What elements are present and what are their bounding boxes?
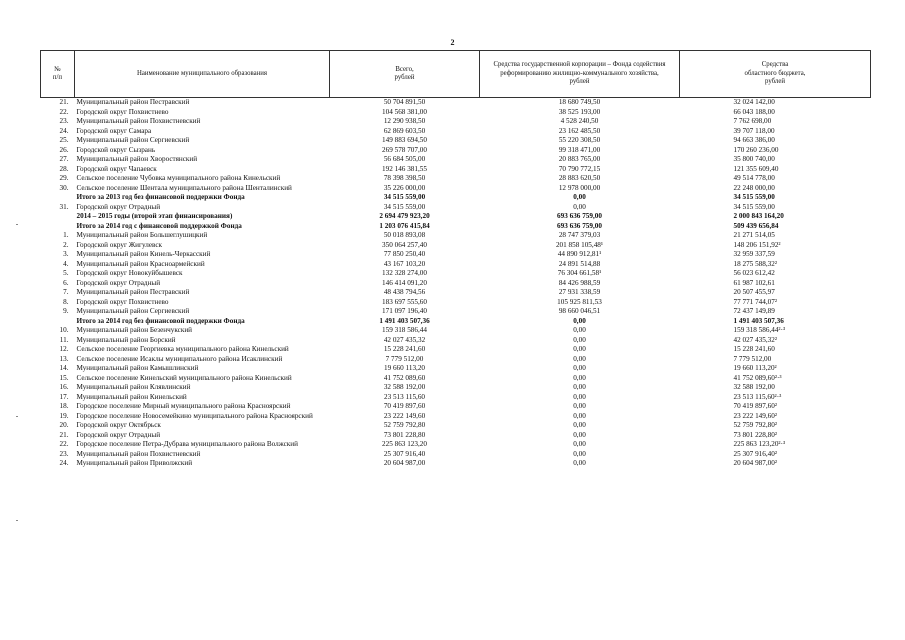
municipality-name: Городской округ Октябрьск [76, 421, 161, 429]
row-number: 10. [59, 326, 69, 334]
municipality-name: Городской округ Самара [76, 126, 152, 135]
regional-budget-amount: 70 419 897,60² [733, 402, 777, 410]
regional-budget-amount: 56 023 612,42 [733, 269, 775, 277]
municipality-name: Муниципальный район Кинель-Черкасский [76, 250, 211, 258]
fund-amount: 84 426 988,59 [558, 278, 601, 287]
fund-amount: 24 891 514,88 [558, 259, 601, 268]
municipality-name: Сельское поселение Шентала муниципального района Шенталинский [76, 183, 292, 192]
municipality-name: Муниципальный район Похвистневский [76, 449, 201, 458]
margin-mark [16, 224, 18, 225]
municipality-name: Муниципальный район Борский [76, 335, 176, 344]
fund-amount: 0,00 [573, 440, 586, 448]
regional-budget-amount: 148 206 151,92² [733, 240, 781, 249]
total-amount: 42 027 435,32 [383, 335, 426, 344]
regional-budget-amount: 23 513 115,60²·³ [733, 392, 782, 401]
header-number: № п/п [41, 51, 75, 98]
municipality-name: Городской округ Отрадный [76, 278, 161, 287]
table-row [41, 174, 871, 184]
total-amount: 50 704 891,50 [383, 98, 426, 106]
table-subtotal-row [41, 222, 871, 232]
total-amount: 48 438 794,56 [383, 288, 426, 296]
total-amount: 1 203 076 415,84 [379, 221, 430, 230]
regional-budget-amount: 32 959 337,59 [733, 250, 775, 258]
row-number: 14. [59, 364, 69, 372]
municipality-name: Городской округ Отрадный [76, 202, 161, 211]
row-number: 27. [59, 155, 69, 163]
table-row [41, 393, 871, 403]
total-amount: 12 290 938,50 [383, 117, 426, 125]
row-number: 28. [59, 164, 69, 173]
regional-budget-amount: 32 588 192,00 [733, 383, 775, 391]
total-amount: 35 226 000,00 [383, 183, 426, 192]
municipality-name: Итого за 2014 год без финансовой поддержки Фонда [76, 316, 245, 325]
table-body [41, 98, 871, 469]
total-amount: 269 578 707,00 [382, 145, 427, 154]
fund-amount: 27 931 338,59 [558, 288, 601, 296]
fund-amount: 0,00 [573, 411, 586, 420]
fund-amount: 0,00 [573, 326, 586, 334]
total-amount: 225 863 123,20 [382, 440, 427, 448]
regional-budget-amount: 19 660 113,20² [733, 364, 777, 372]
row-number: 22. [59, 440, 69, 448]
regional-budget-amount: 73 801 228,80² [733, 430, 777, 439]
row-number: 1. [63, 231, 69, 239]
table-row [41, 288, 871, 298]
row-number: 4. [63, 259, 69, 268]
regional-budget-amount: 77 771 744,07² [733, 297, 777, 306]
municipality-name: Муниципальный район Красноармейский [76, 259, 205, 268]
row-number: 29. [59, 174, 69, 182]
municipality-name: Муниципальный район Похвистневский [76, 117, 201, 125]
row-number: 2. [63, 240, 69, 249]
municipality-name: Муниципальный район Сергиевский [76, 307, 190, 315]
total-amount: 34 515 559,00 [383, 193, 426, 201]
row-number: 3. [63, 250, 69, 258]
total-amount: 34 515 559,00 [383, 202, 426, 211]
row-number: 21. [59, 430, 69, 439]
regional-budget-amount: 23 222 149,60² [733, 411, 777, 420]
municipality-name: Городской округ Жигулевск [76, 240, 163, 249]
municipality-name: Сельское поселение Кинельский муниципального района Кинельский [76, 373, 292, 382]
table-row [41, 117, 871, 127]
total-amount: 1 491 403 507,36 [379, 316, 430, 325]
table-subtotal-row [41, 317, 871, 327]
table-row [41, 269, 871, 279]
row-number: 11. [59, 335, 69, 344]
table-row [41, 307, 871, 317]
row-number: 15. [59, 373, 69, 382]
table-row [41, 260, 871, 270]
row-number: 9. [63, 307, 69, 315]
total-amount: 350 064 257,40 [382, 240, 427, 249]
row-number [41, 222, 75, 232]
municipality-name: Муниципальный район Хворостянский [76, 155, 198, 163]
municipality-name: Сельское поселение Георгиевка муниципального района Кинельский [76, 345, 289, 353]
regional-budget-amount: 52 759 792,80² [733, 421, 777, 429]
total-amount: 23 513 115,60 [383, 392, 426, 401]
regional-budget-amount: 66 043 188,00 [733, 107, 775, 116]
header-regional-budget: Средства областного бюджета, рублей [680, 51, 871, 98]
row-number: 30. [59, 183, 69, 192]
municipality-name: Муниципальный район Пестравский [76, 98, 190, 106]
regional-budget-amount: 21 271 514,05 [733, 231, 775, 239]
fund-amount: 0,00 [573, 364, 586, 372]
table-row [41, 241, 871, 251]
municipality-name: Муниципальный район Большеглушицкий [76, 231, 208, 239]
total-amount: 19 660 113,20 [383, 364, 426, 372]
fund-amount: 28 747 379,03 [558, 231, 601, 239]
fund-amount: 0,00 [573, 345, 586, 353]
fund-amount: 20 883 765,00 [558, 155, 601, 163]
regional-budget-amount: 41 752 089,60²·³ [733, 373, 782, 382]
fund-amount: 0,00 [573, 449, 586, 458]
total-amount: 50 018 893,08 [383, 231, 426, 239]
total-amount: 183 697 555,60 [382, 297, 427, 306]
municipality-name: Городской округ Сызрань [76, 145, 156, 154]
row-number: 17. [59, 392, 69, 401]
table-row [41, 146, 871, 156]
fund-amount: 18 680 749,50 [558, 98, 601, 106]
municipality-name: Муниципальный район Кинельский [76, 392, 187, 401]
total-amount: 78 398 398,50 [383, 174, 426, 182]
total-amount: 23 222 149,60 [383, 411, 426, 420]
fund-amount: 0,00 [573, 421, 586, 429]
row-number: 23. [59, 449, 69, 458]
row-number: 16. [59, 383, 69, 391]
regional-budget-amount: 34 515 559,00 [733, 202, 775, 211]
regional-budget-amount: 34 515 559,00 [733, 193, 775, 201]
fund-amount: 0,00 [573, 193, 586, 201]
municipality-name: Городской округ Похвистнево [76, 107, 169, 116]
table-row [41, 136, 871, 146]
fund-amount: 44 890 912,81¹ [557, 250, 602, 258]
total-amount: 7 779 512,00 [385, 354, 424, 363]
table-row [41, 364, 871, 374]
municipality-name: Муниципальный район Безенчукский [76, 326, 193, 334]
table-row [41, 355, 871, 365]
fund-amount: 70 790 772,15 [558, 164, 601, 173]
total-amount: 132 328 274,00 [382, 269, 427, 277]
regional-budget-amount: 7 762 698,00 [733, 117, 772, 125]
total-amount: 52 759 792,80 [383, 421, 426, 429]
regional-budget-amount: 170 260 236,00 [733, 145, 779, 154]
total-amount: 43 167 103,20 [383, 259, 426, 268]
row-number: 5. [63, 269, 69, 277]
total-amount: 32 588 192,00 [383, 383, 426, 391]
total-amount: 171 097 196,40 [382, 307, 427, 315]
regional-budget-amount: 159 318 586,44²·³ [733, 326, 786, 334]
fund-amount: 0,00 [573, 373, 586, 382]
total-amount: 15 228 241,60 [383, 345, 426, 353]
row-number: 23. [59, 117, 69, 125]
table-row [41, 250, 871, 260]
row-number: 25. [59, 136, 69, 144]
fund-amount: 23 162 485,50 [558, 126, 601, 135]
regional-budget-amount: 42 027 435,32² [733, 335, 777, 344]
municipality-name: Городское поселение Мирный муниципального района Красноярский [76, 402, 291, 410]
total-amount: 2 694 479 923,20 [379, 212, 430, 220]
header-municipality: Наименование муниципального образования [75, 51, 330, 98]
municipality-name: 2014 – 2015 годы (второй этап финансирования) [76, 212, 233, 220]
fund-amount: 55 220 308,50 [558, 136, 601, 144]
regional-budget-amount: 39 707 118,00 [733, 126, 775, 135]
municipality-name: Муниципальный район Приволжский [76, 459, 193, 467]
total-amount: 41 752 089,60 [383, 373, 426, 382]
table-subtotal-row [41, 193, 871, 203]
margin-mark [16, 416, 18, 417]
total-amount: 56 684 505,00 [383, 155, 426, 163]
fund-amount: 0,00 [573, 459, 586, 467]
table-row [41, 459, 871, 469]
table-row [41, 165, 871, 175]
total-amount: 146 414 091,20 [382, 278, 427, 287]
total-amount: 20 604 987,00 [383, 459, 426, 467]
fund-amount: 0,00 [573, 402, 586, 410]
fund-amount: 0,00 [573, 383, 586, 391]
total-amount: 159 318 586,44 [382, 326, 427, 334]
header-total: Всего, рублей [330, 51, 480, 98]
fund-amount: 201 858 105,48¹ [555, 240, 604, 249]
total-amount: 70 419 897,60 [383, 402, 426, 410]
regional-budget-amount: 22 248 000,00 [733, 183, 775, 192]
regional-budget-amount: 225 863 123,20²·³ [733, 440, 786, 448]
fund-amount: 76 304 661,58¹ [557, 269, 602, 277]
total-amount: 62 869 603,50 [383, 126, 426, 135]
row-number: 24. [59, 126, 69, 135]
regional-budget-amount: 20 507 455,97 [733, 288, 775, 296]
regional-budget-amount: 7 779 512,00 [733, 354, 772, 363]
table-row [41, 98, 871, 108]
regional-budget-amount: 94 663 386,00 [733, 136, 775, 144]
regional-budget-amount: 61 987 102,61 [733, 278, 775, 287]
regional-budget-amount: 49 514 778,00 [733, 174, 775, 182]
municipality-name: Городской округ Отрадный [76, 430, 161, 439]
total-amount: 149 883 694,50 [382, 136, 427, 144]
fund-amount: 0,00 [573, 202, 586, 211]
row-number: 18. [59, 402, 69, 410]
row-number: 13. [59, 354, 69, 363]
municipality-name: Итого за 2014 год с финансовой поддержкой Фонда [76, 221, 242, 230]
margin-mark [16, 520, 18, 521]
fund-amount: 0,00 [573, 392, 586, 401]
table-row [41, 108, 871, 118]
table-row [41, 279, 871, 289]
header-fund: Средства государственной корпорации – Фонда содействия реформированию жилищно-коммунального хозяйства, рублей [480, 51, 680, 98]
regional-budget-amount: 20 604 987,00² [733, 459, 777, 467]
fund-amount: 105 925 811,53 [557, 297, 602, 306]
total-amount: 104 568 381,00 [382, 107, 427, 116]
municipality-name: Городской округ Новокуйбышевск [76, 269, 183, 277]
row-number: 26. [59, 145, 69, 154]
municipality-name: Городское поселение Петра-Дубрава муниципального района Волжский [76, 440, 298, 448]
table-row [41, 383, 871, 393]
regional-budget-amount: 35 800 740,00 [733, 155, 775, 163]
row-number: 19. [59, 411, 69, 420]
municipality-name: Муниципальный район Камышлинский [76, 364, 199, 372]
table-subtotal-row [41, 212, 871, 222]
fund-amount: 0,00 [573, 354, 586, 363]
municipality-name: Итого за 2013 год без финансовой поддержки Фонда [76, 193, 245, 201]
municipality-name: Городской округ Похвистнево [76, 297, 169, 306]
table-row [41, 326, 871, 336]
municipality-name: Городской округ Чапаевск [76, 164, 157, 173]
fund-amount: 693 636 759,00 [557, 221, 602, 230]
municipality-name: Сельское поселение Чубовка муниципального района Кинельский [76, 174, 281, 182]
row-number: 22. [59, 107, 69, 116]
fund-amount: 0,00 [573, 316, 586, 325]
page-number: 2 [450, 38, 455, 47]
funding-table [40, 50, 871, 469]
municipality-name: Сельское поселение Исаклы муниципального района Исаклинский [76, 354, 283, 363]
regional-budget-amount: 25 307 916,40² [733, 449, 777, 458]
table-row [41, 127, 871, 137]
fund-amount: 12 978 000,00 [558, 183, 601, 192]
municipality-name: Муниципальный район Клявлинский [76, 383, 191, 391]
fund-amount: 28 883 620,50 [558, 174, 601, 182]
table-row [41, 431, 871, 441]
table-row [41, 184, 871, 194]
table-row [41, 336, 871, 346]
fund-amount: 693 636 759,00 [557, 212, 602, 220]
fund-amount: 4 528 240,50 [560, 117, 599, 125]
regional-budget-amount: 121 355 609,40 [733, 164, 779, 173]
table-row [41, 231, 871, 241]
table-row [41, 298, 871, 308]
total-amount: 192 146 381,55 [382, 164, 427, 173]
table-row [41, 155, 871, 165]
table-header-row [41, 51, 871, 98]
row-number: 12. [59, 345, 69, 353]
fund-amount: 98 660 046,51 [558, 307, 601, 315]
table-row [41, 421, 871, 431]
fund-amount: 99 318 471,00 [558, 145, 601, 154]
row-number: 24. [59, 459, 69, 467]
regional-budget-amount: 1 491 403 507,36 [733, 316, 784, 325]
row-number: 6. [63, 278, 69, 287]
municipality-name: Городское поселение Новосемейкино муниципального района Красноярский [76, 411, 313, 420]
total-amount: 25 307 916,40 [383, 449, 426, 458]
row-number: 21. [59, 98, 69, 106]
table-row [41, 412, 871, 422]
regional-budget-amount: 2 000 843 164,20 [733, 212, 784, 220]
row-number [41, 317, 75, 327]
table-row [41, 374, 871, 384]
fund-amount: 38 525 193,00 [558, 107, 601, 116]
row-number: 20. [59, 421, 69, 429]
table-row [41, 450, 871, 460]
regional-budget-amount: 72 437 149,89 [733, 307, 775, 315]
total-amount: 77 850 250,40 [383, 250, 426, 258]
row-number: 8. [63, 297, 69, 306]
regional-budget-amount: 15 228 241,60 [733, 345, 775, 353]
row-number: 31. [59, 202, 69, 211]
row-number [41, 212, 75, 222]
table-row [41, 440, 871, 450]
fund-amount: 0,00 [573, 430, 586, 439]
municipality-name: Муниципальный район Сергиевский [76, 136, 190, 144]
table-row [41, 402, 871, 412]
regional-budget-amount: 509 439 656,84 [733, 221, 779, 230]
table-row [41, 203, 871, 213]
regional-budget-amount: 32 024 142,00 [733, 98, 775, 106]
row-number: 7. [63, 288, 69, 296]
municipality-name: Муниципальный район Пестравский [76, 288, 190, 296]
regional-budget-amount: 18 275 588,32² [733, 259, 777, 268]
fund-amount: 0,00 [573, 335, 586, 344]
total-amount: 73 801 228,80 [383, 430, 426, 439]
row-number [41, 193, 75, 203]
table-row [41, 345, 871, 355]
